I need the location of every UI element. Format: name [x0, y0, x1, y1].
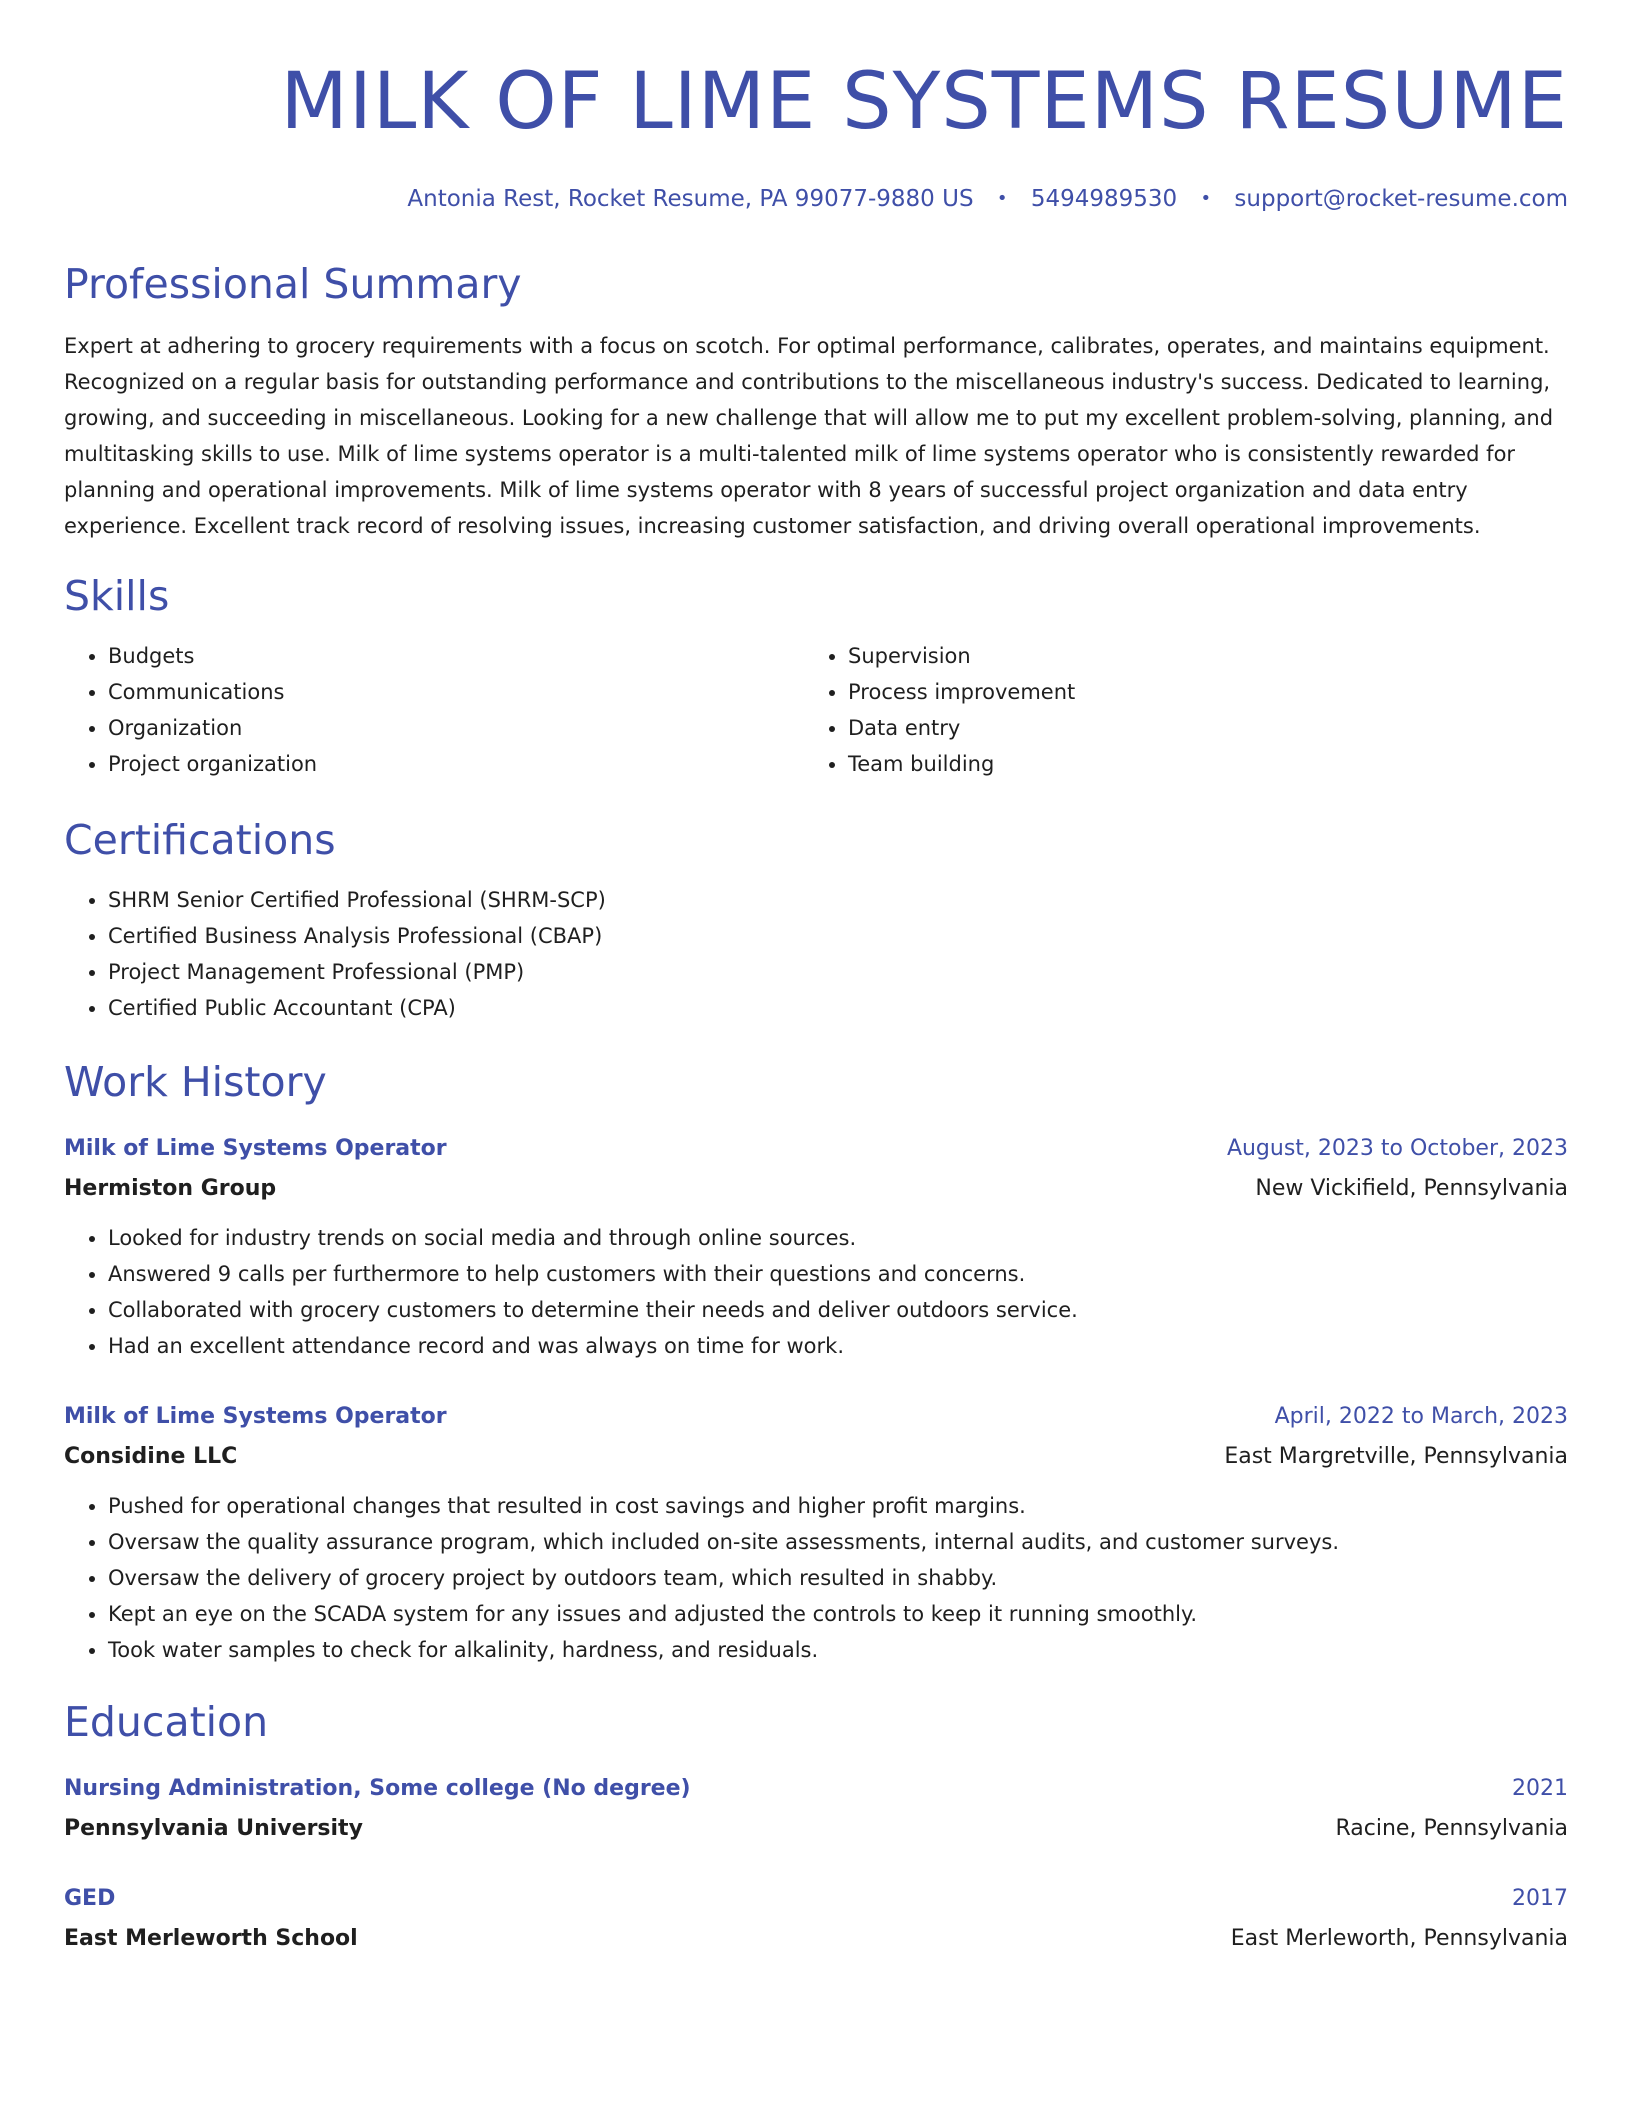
skills-column-right [804, 638, 1544, 782]
job-bullets [64, 1220, 1568, 1364]
section-title-education: Education [64, 1698, 269, 1746]
education-location: East Merleworth, Pennsylvania [1230, 1926, 1568, 1951]
education-entry [64, 1774, 1568, 1844]
education-entry [64, 1884, 1568, 1954]
contact-line [64, 184, 1568, 214]
education-year: 2021 [1512, 1776, 1568, 1801]
education-degree: Nursing Administration, Some college (No degree) [64, 1776, 691, 1801]
skill-item: • Communications [108, 674, 804, 710]
certifications-list [64, 882, 1568, 1026]
skill-item: • Process improvement [848, 674, 1544, 710]
skill-item: • Organization [108, 710, 804, 746]
job-entry [64, 1134, 1568, 1364]
job-bullet: • Looked for industry trends on social media and through online sources. [108, 1220, 1568, 1256]
job-bullet: • Answered 9 calls per furthermore to help customers with their questions and concerns. [108, 1256, 1568, 1292]
summary-text: Expert at adhering to grocery requirements with a focus on scotch. For optimal performance, calibrates, operates, and maintains equipment. Recognized on a regular basis for outstanding performance and contributions to the miscellaneous industry's success. Dedicated to learning, growing, and succeeding in miscellaneous. Looking for a new challenge that will allow me to put my excellent problem-solving, planning, and multitasking skills to use. Milk of lime systems operator is a multi-talented milk of lime systems operator who is consistently rewarded for planning and operational improvements. Milk of lime systems operator with 8 years of successful project organization and data entry experience. Excellent track record of resolving issues, increasing customer satisfaction, and driving overall operational improvements. [64, 334, 1554, 538]
education-school-row [64, 1924, 1568, 1954]
contact-email: support@rocket-resume.com [1234, 186, 1568, 212]
education-header-row [64, 1774, 1568, 1804]
contact-address: Antonia Rest, Rocket Resume, PA 99077-9880 US [407, 186, 974, 212]
job-title: Milk of Lime Systems Operator [64, 1404, 447, 1429]
section-title-skills: Skills [64, 572, 170, 620]
education-header-row [64, 1884, 1568, 1914]
summary-section [64, 258, 1568, 544]
job-location: East Margretville, Pennsylvania [1224, 1444, 1568, 1469]
job-entry [64, 1402, 1568, 1668]
job-bullet: • Pushed for operational changes that resulted in cost savings and higher profit margins. [108, 1488, 1568, 1524]
job-bullet: • Kept an eye on the SCADA system for any issues and adjusted the controls to keep it running smoothly. [108, 1596, 1568, 1632]
skill-item: • Data entry [848, 710, 1544, 746]
skill-item: • Team building [848, 746, 1544, 782]
skill-item: • Supervision [848, 638, 1544, 674]
job-bullets [64, 1488, 1568, 1668]
section-title-certifications: Certifications [64, 816, 336, 864]
job-company: Hermiston Group [64, 1176, 277, 1201]
job-bullet: • Took water samples to check for alkalinity, hardness, and residuals. [108, 1632, 1568, 1668]
education-school: East Merleworth School [64, 1926, 358, 1951]
job-bullet: • Collaborated with grocery customers to determine their needs and deliver outdoors service. [108, 1292, 1568, 1328]
education-section [64, 1696, 1568, 1748]
skills-section [64, 570, 1568, 782]
certification-item: • SHRM Senior Certified Professional (SHRM-SCP) [108, 882, 1568, 918]
job-company-row [64, 1442, 1568, 1472]
skill-item: • Project organization [108, 746, 804, 782]
education-year: 2017 [1512, 1886, 1568, 1911]
job-header-row [64, 1134, 1568, 1164]
job-bullet: • Oversaw the delivery of grocery project by outdoors team, which resulted in shabby. [108, 1560, 1568, 1596]
contact-phone: 5494989530 [1030, 186, 1178, 212]
section-title-summary: Professional Summary [64, 260, 522, 308]
job-header-row [64, 1402, 1568, 1432]
contact-separator: • [1200, 188, 1212, 209]
job-bullet: • Oversaw the quality assurance program, which included on-site assessments, internal audits, and customer surveys. [108, 1524, 1568, 1560]
job-company-row [64, 1174, 1568, 1204]
certification-item: • Project Management Professional (PMP) [108, 954, 1568, 990]
skills-grid [64, 638, 1568, 782]
job-dates: August, 2023 to October, 2023 [1226, 1136, 1568, 1161]
certifications-section [64, 814, 1568, 1026]
certification-item: • Certified Business Analysis Professional (CBAP) [108, 918, 1568, 954]
education-location: Racine, Pennsylvania [1335, 1816, 1568, 1841]
skills-column-left [64, 638, 804, 782]
resume-title: MILK OF LIME SYSTEMS RESUME [280, 57, 1568, 147]
contact-separator: • [996, 188, 1008, 209]
work-history-section [64, 1056, 1568, 1108]
job-title: Milk of Lime Systems Operator [64, 1136, 447, 1161]
job-bullet: • Had an excellent attendance record and was always on time for work. [108, 1328, 1568, 1364]
education-school: Pennsylvania University [64, 1816, 363, 1841]
section-title-work: Work History [64, 1058, 327, 1106]
certification-item: • Certified Public Accountant (CPA) [108, 990, 1568, 1026]
job-location: New Vickifield, Pennsylvania [1255, 1176, 1568, 1201]
job-dates: April, 2022 to March, 2023 [1274, 1404, 1568, 1429]
education-degree: GED [64, 1886, 116, 1911]
job-company: Considine LLC [64, 1444, 238, 1469]
education-school-row [64, 1814, 1568, 1844]
skill-item: • Budgets [108, 638, 804, 674]
